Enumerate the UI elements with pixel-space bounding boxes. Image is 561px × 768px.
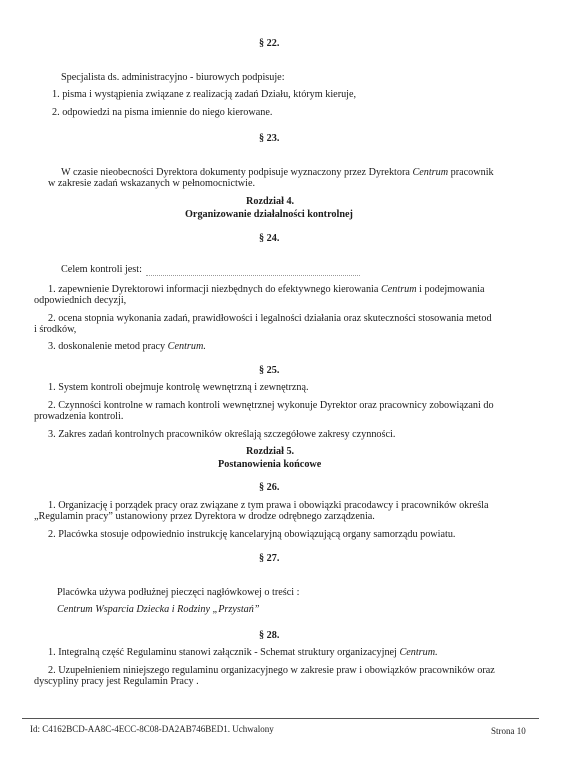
section-24-item-1-text: 1. zapewnienie Dyrektorowi informacji niezbędnych do efektywnego kierowania bbox=[48, 284, 379, 295]
section-24-item-1-end: i podejmowania bbox=[419, 284, 485, 295]
footer-rule bbox=[22, 718, 539, 719]
section-28-item-1 bbox=[48, 647, 438, 659]
section-24-item-2: 2. ocena stopnia wykonania zadań, prawidłowości i legalności działania oraz skuteczności stosowania metod bbox=[48, 313, 492, 324]
section-26-item-2: 2. Placówka stosuje odpowiednio instrukcję kancelaryjną obowiązującą organy samorządu powiatu. bbox=[48, 529, 456, 540]
section-28-heading: § 28. bbox=[259, 630, 280, 641]
section-22-item-1: 1. pisma i wystąpienia związane z realizacją zadań Działu, którym kieruje, bbox=[52, 89, 357, 100]
section-28-item-2-line-2: dyscypliny pracy jest Regulamin Pracy . bbox=[34, 676, 199, 687]
section-25-heading: § 25. bbox=[259, 365, 280, 376]
section-23-line-1-text: W czasie nieobecności Dyrektora dokumenty podpisuje wyznaczony przez Dyrektora bbox=[61, 167, 410, 178]
section-24-item-3-text: 3. doskonalenie metod pracy bbox=[48, 341, 166, 352]
section-25-item-1: 1. System kontroli obejmuje kontrolę wewnętrzną i zewnętrzną. bbox=[48, 382, 309, 393]
section-25-item-2-line-2: prowadzenia kontroli. bbox=[34, 411, 124, 422]
section-22-intro: Specjalista ds. administracyjno - biurowych podpisuje: bbox=[61, 72, 285, 83]
section-24-item-3 bbox=[48, 341, 206, 353]
section-24-item-2-line-2: i środków, bbox=[34, 324, 77, 335]
section-27-intro: Placówka używa podłużnej pieczęci nagłówkowej o treści : bbox=[57, 587, 300, 598]
section-23-line-2: w zakresie zadań wskazanych w pełnomocnictwie. bbox=[48, 178, 256, 189]
section-28-item-1-text: 1. Integralną część Regulaminu stanowi załącznik - Schemat struktury organizacyjnej bbox=[48, 647, 397, 658]
section-24-item-3-centrum: Centrum. bbox=[167, 341, 206, 352]
section-22-item-2: 2. odpowiedzi na pisma imiennie do niego kierowane. bbox=[52, 107, 273, 118]
section-24-heading: § 24. bbox=[259, 233, 280, 244]
section-22-heading: § 22. bbox=[259, 38, 280, 49]
chapter-5-title: Rozdział 5. bbox=[246, 446, 295, 457]
section-25-item-3: 3. Zakres zadań kontrolnych pracowników określają szczegółowe zakresy czynności. bbox=[48, 429, 396, 440]
dotted-line bbox=[146, 275, 360, 276]
chapter-5-subtitle: Postanowienia końcowe bbox=[218, 459, 322, 470]
section-24-centrum: Centrum bbox=[380, 284, 417, 295]
section-24-intro: Celem kontroli jest: bbox=[61, 264, 142, 275]
section-28-item-2: 2. Uzupełnieniem niniejszego regulaminu organizacyjnego w zakresie praw i obowiązków pracowników oraz bbox=[48, 665, 495, 676]
section-27-heading: § 27. bbox=[259, 553, 280, 564]
section-26-item-1: 1. Organizację i porządek pracy oraz związane z tym prawa i obowiązki pracodawcy i pracowników określa bbox=[48, 500, 489, 511]
section-23-line-1-end: pracownik bbox=[450, 167, 494, 178]
section-28-centrum: Centrum. bbox=[399, 647, 438, 658]
section-27-stamp-text: Centrum Wsparcia Dziecka i Rodziny „Przystań” bbox=[57, 604, 260, 615]
footer-page-number: Strona 10 bbox=[491, 726, 526, 736]
section-23-centrum: Centrum bbox=[412, 167, 449, 178]
section-26-heading: § 26. bbox=[259, 482, 280, 493]
section-24-item-1-line-2: odpowiednich decyzji, bbox=[34, 295, 127, 306]
chapter-4-subtitle: Organizowanie działalności kontrolnej bbox=[185, 209, 353, 220]
chapter-4-title: Rozdział 4. bbox=[246, 196, 295, 207]
footer-document-id: Id: C4162BCD-AA8C-4ECC-8C08-DA2AB746BED1. Uchwalony bbox=[30, 724, 274, 734]
section-25-item-2: 2. Czynności kontrolne w ramach kontroli wewnętrznej wykonuje Dyrektor oraz pracownicy zobowiązani do bbox=[48, 400, 494, 411]
section-23-heading: § 23. bbox=[259, 133, 280, 144]
section-26-item-1-line-2: „Regulamin pracy” ustanowiony przez Dyrektora w drodze odrębnego zarządzenia. bbox=[34, 511, 375, 522]
